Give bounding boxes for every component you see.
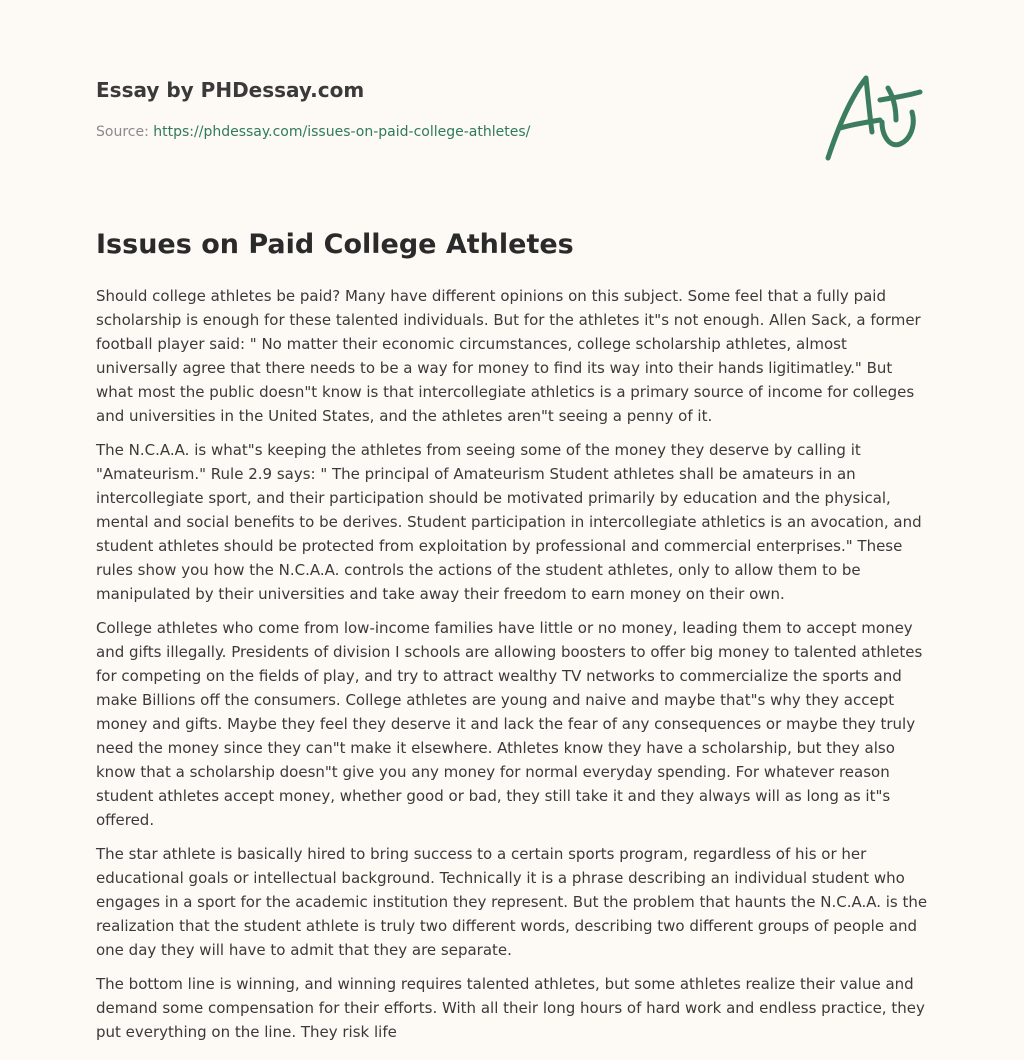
essay-paragraph: Should college athletes be paid? Many have different opinions on this subject. Some feel that a fully paid scholarship is enough for these talented individuals. But for the athletes it"s not enough. Allen Sack, a former football player said: " No matter their economic circumstances, college scholarship athletes, almost universally agree that there needs to be a way for money to find its way into their hands ligitimatley." But what most the public doesn"t know is that intercollegiate athletics is a primary source of income for colleges and universities in the United States, and the athletes aren"t seeing a penny of it. [96,287,921,425]
source-line [96,122,928,142]
brand-title: Essay by PHDessay.com [96,78,365,102]
source-link[interactable]: https://phdessay.com/issues-on-paid-college-athletes/ [153,124,531,140]
essay-paragraph: College athletes who come from low-income families have little or no money, leading them to accept money and gifts illegally. Presidents of division I schools are allowing boosters to offer big money to talented athletes for competing on the fields of play, and try to attract wealthy TV networks to commercialize the sports and make Billions off the consumers. College athletes are young and naive and maybe that"s why they accept money and gifts. Maybe they feel they deserve it and lack the fear of any consequences or maybe they truly need the money since they can"t make it elsewhere. Athletes know they have a scholarship, but they also know that a scholarship doesn"t give you any money for normal everyday spending. For whatever reason student athletes accept money, whether good or bad, they still take it and they always will as long as it"s offered. [96,619,923,829]
essay-header [96,76,928,142]
essay-title: Issues on Paid College Athletes [96,229,574,260]
source-label: Source: [96,124,154,140]
a-plus-logo-icon [820,68,930,166]
essay-paragraph: The N.C.A.A. is what"s keeping the athletes from seeing some of the money they deserve by calling it "Amateurism." Rule 2.9 says: " The principal of Amateurism Student athletes shall be amateurs in an intercollegiate sport, and their participation should be motivated primarily by education and the physical, mental and social benefits to be derives. Student participation in intercollegiate athletics is an avocation, and student athletes should be protected from exploitation by professional and commercial enterprises." These rules show you how the N.C.A.A. controls the actions of the student athletes, only to allow them to be manipulated by their universities and take away their freedom to earn money on their own. [96,441,922,603]
essay-body [96,226,928,1054]
essay-paragraph: The star athlete is basically hired to bring success to a certain sports program, regardless of his or her educational goals or intellectual background. Technically it is a phrase describing an individual student who engages in a sport for the academic institution they represent. But the problem that haunts the N.C.A.A. is the realization that the student athlete is truly two different words, describing two different groups of people and one day they will have to admit that they are separate. [96,845,928,959]
essay-paragraph: The bottom line is winning, and winning requires talented athletes, but some athletes realize their value and demand some compensation for their efforts. With all their long hours of hard work and endless practice, they put everything on the line. They risk life [96,975,925,1041]
